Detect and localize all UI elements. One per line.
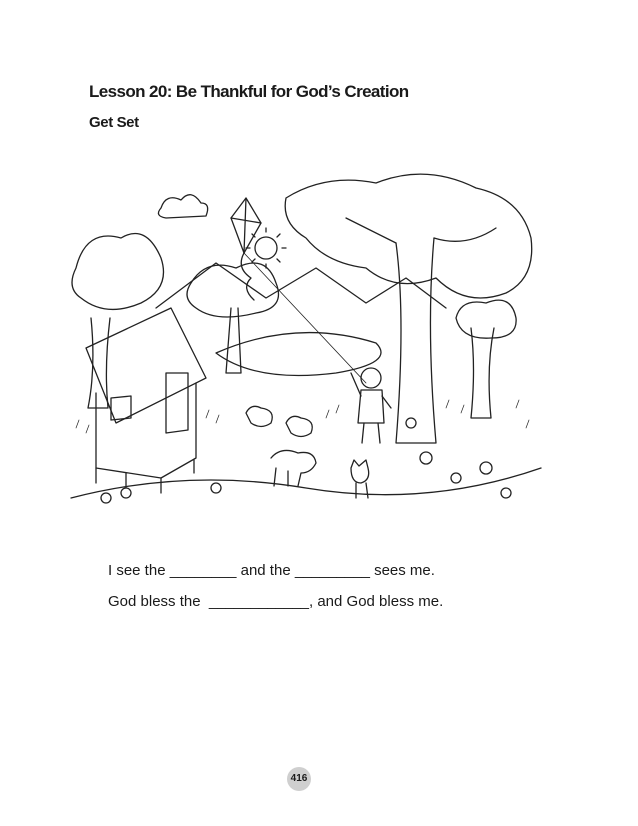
chicken-2: [286, 416, 312, 436]
page-number-badge: 416: [287, 767, 311, 791]
chicken-1: [246, 406, 272, 426]
section-title: Get Set: [89, 114, 139, 131]
grass: [76, 400, 529, 433]
coloring-illustration: [66, 168, 546, 523]
right-small-tree: [456, 300, 516, 418]
cloud-icon: [158, 195, 207, 218]
middle-tree: [187, 263, 279, 373]
lesson-title: Lesson 20: Be Thankful for God’s Creation: [89, 82, 409, 101]
fill-in-sentence-1: I see the ________ and the _________ sees me.: [108, 562, 435, 579]
big-tree: [285, 174, 532, 443]
nipa-hut: [86, 308, 206, 493]
fill-in-sentence-2: God bless the ____________, and God bless me.: [108, 593, 444, 610]
kite-string: [244, 253, 366, 383]
left-tree: [72, 234, 164, 409]
boy-figure: [351, 368, 391, 443]
dog-figure: [271, 450, 316, 486]
cat-figure: [351, 460, 369, 498]
mountains: [156, 263, 446, 308]
